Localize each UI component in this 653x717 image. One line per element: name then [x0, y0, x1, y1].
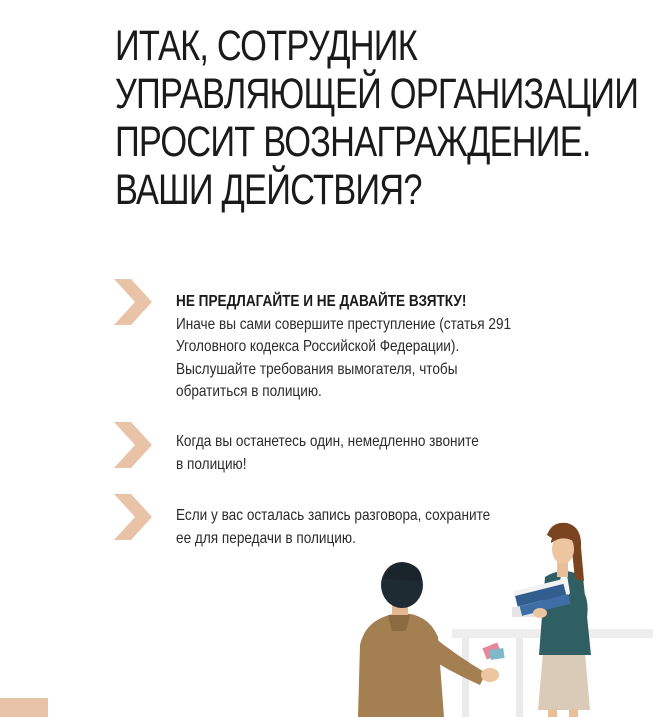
- chevron-right-icon: [114, 494, 152, 540]
- page-title: [115, 22, 639, 214]
- tip-1-title: НЕ ПРЕДЛАГАЙТЕ И НЕ ДАВАЙТЕ ВЗЯТКУ!: [176, 293, 467, 310]
- title-line-1: ИТАК, СОТРУДНИК: [115, 22, 417, 70]
- tip-1: [176, 291, 533, 404]
- corner-accent: [0, 698, 48, 717]
- tip-2: [176, 431, 533, 476]
- title-line-3: ПРОСИТ ВОЗНАГРАЖДЕНИЕ.: [115, 118, 591, 166]
- tip-2-line: в полицию!: [176, 455, 247, 473]
- title-line-2: УПРАВЛЯЮЩЕЙ ОРГАНИЗАЦИИ: [115, 70, 639, 118]
- tip-1-line: Иначе вы сами совершите преступление (статья 291: [176, 315, 512, 333]
- tip-3-line: Если у вас осталась запись разговора, сохраните: [176, 507, 491, 524]
- tip-3-line: ее для передачи в полицию.: [176, 529, 356, 547]
- chevron-right-icon: [114, 279, 152, 325]
- bribe-illustration: [340, 505, 653, 717]
- tip-1-line: Уголовного кодекса Российской Федерации).: [176, 338, 460, 355]
- tip-1-line: обратиться в полицию.: [176, 383, 322, 400]
- tip-2-line: Когда вы останетесь один, немедленно звоните: [176, 433, 479, 450]
- tip-1-line: Выслушайте требования вымогателя, чтобы: [176, 360, 458, 378]
- chevron-right-icon: [114, 422, 152, 468]
- title-line-4: ВАШИ ДЕЙСТВИЯ?: [115, 166, 422, 214]
